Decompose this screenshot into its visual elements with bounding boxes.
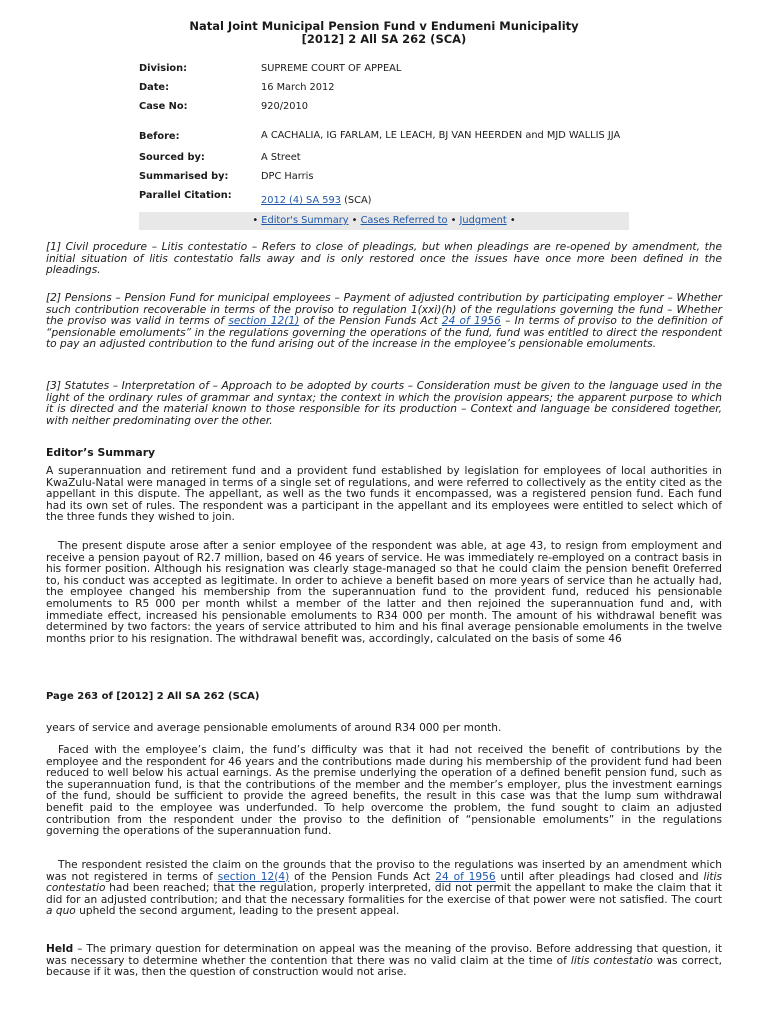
section-nav-bar: • Editor's Summary • Cases Referred to • Judgment • [139,212,629,230]
summary-paragraph-3: years of service and average pensionable emoluments of around R34 000 per month. [46,722,502,734]
headnote-3: [3] Statutes – Interpretation of – Approach to be adopted by courts – Consideration must be given to the language used in the light of the ordinary rules of grammar and syntax; the context in which the provision appears; the apparent purpose to which it is directed and the material known to those responsible for its production – Context and language be considered together, with neither predominating over the other. [46,380,722,427]
nav-judgment-link[interactable]: Judgment [459,215,507,226]
meta-case-no: Case No: 920/2010 [139,101,308,112]
meta-parallel-citation: Parallel Citation: 2012 (4) SA 593 (SCA) [139,190,372,206]
case-metadata [139,63,659,209]
section-12-1-link[interactable]: section 12(1) [228,315,300,328]
case-title: Natal Joint Municipal Pension Fund v Endumeni Municipality [189,19,579,33]
summary-paragraph-2: The present dispute arose after a senior employee of the respondent was able, at age 43, to resign from employment and receive a pension payout of R2.7 million, based on 46 years of service. He was immediately re-employed on a contract basis in his former position. Although his resignation was clearly stage-managed so that he could claim the pension benefit 0referred to, his conduct was accepted as legitimate. In order to achieve a benefit based on more years of service than he actually had, the employee changed his membership from the superannuation fund to the provident fund, reduced his pensionable emoluments to R5 000 per month whilst a member of the latter and then rejoined the superannuation fund and, with immediate effect, increased his pensionable emoluments to R34 000 per month. The amount of his withdrawal benefit was determined by two factors: the years of service attributed to him and his final average pensionable emoluments in the twelve months prior to his resignation. The withdrawal benefit was, accordingly, calculated on the basis of some 46 [46,540,722,645]
case-citation: [2012] 2 All SA 262 (SCA) [301,32,467,46]
act-24-of-1956-link-2[interactable]: 24 of 1956 [435,870,496,883]
headnote-2: [2] Pensions – Pension Fund for municipal employees – Payment of adjusted contribution by participating employer – Whether such contribution recoverable in terms of the proviso to regulation 1(xxi)(h) of the regulations governing the fund – Whether the proviso was valid in terms of section 12(1) of the Pension Funds Act 24 of 1956 – In terms of proviso to the definition of “pensionable emoluments” in the regulations governing the operations of the fund, fund was entitled to direct the respondent to pay an adjusted contribution to the fund arising out of the increase in the employee’s pensionable emoluments. [46,292,722,351]
meta-before: Before: A CACHALIA, IG FARLAM, LE LEACH, BJ VAN HEERDEN and MJD WALLIS JJA [139,130,621,142]
nav-cases-referred-link[interactable]: Cases Referred to [360,215,448,226]
nav-editors-summary-link[interactable]: Editor's Summary [261,215,349,226]
editors-summary-heading: Editor’s Summary [46,446,156,459]
held-paragraph: Held – The primary question for determination on appeal was the meaning of the proviso. Before addressing that question, it was necessary to determine whether the contention that there was no valid claim at the time of litis contestatio was correct, because if it was, then the question of construction would not arise. [46,943,722,979]
page-marker: Page 263 of [2012] 2 All SA 262 (SCA) [46,691,260,702]
meta-summarised-by: Summarised by: DPC Harris [139,171,314,182]
act-24-of-1956-link[interactable]: 24 of 1956 [441,315,501,328]
summary-paragraph-5: The respondent resisted the claim on the grounds that the proviso to the regulations was inserted by an amendment which was not registered in terms of section 12(4) of the Pension Funds Act 24 of 1956 until after pleadings had closed and litis contestatio had been reached; that the regulation, properly interpreted, did not permit the appellant to make the claim that it did for an adjusted contribution; and that the necessary formalities for the exercise of that power were not satisfied. The court a quo upheld the second argument, leading to the present appeal. [46,859,723,918]
headnote-1: [1] Civil procedure – Litis contestatio – Refers to close of pleadings, but when pleadings are re-opened by amendment, the initial situation of litis contestatio falls away and is only restored once the issues have once more been defined in the pleadings. [46,241,722,277]
meta-date: Date: 16 March 2012 [139,82,335,93]
summary-paragraph-4: Faced with the employee’s claim, the fund’s difficulty was that it had not received the benefit of contributions by the employee and the respondent for 46 years and the contributions made during his membership of the provident fund had been reduced to well below his actual earnings. As the premise underlying the operation of a defined benefit pension fund, such as the superannuation fund, is that the contributions of the member and the member’s employer, plus the investment earnings of the fund, should be sufficient to provide the agreed benefits, the result in this case was that the lump sum withdrawal benefit paid to the employee was underfunded. To help overcome the problem, the fund sought to claim an adjusted contribution from the respondent under the proviso to the definition of “pensionable emoluments” in the regulations governing the operations of the superannuation fund. [46,744,722,838]
meta-division: Division: SUPREME COURT OF APPEAL [139,63,402,74]
meta-sourced-by: Sourced by: A Street [139,152,301,163]
summary-paragraph-1: A superannuation and retirement fund and a provident fund established by legislation for employees of local authorities in KwaZulu-Natal were managed in terms of a single set of regulations, and were referred to collectively as the entity cited as the appellant in this dispute. The appellant, as well as the two funds it encompassed, was a registered pension fund. Each fund had its own set of rules. The respondent was a participant in the appellant and its employees were entitled to select which of the three funds they wished to join. [46,465,722,524]
section-12-4-link[interactable]: section 12(4) [217,870,290,883]
parallel-citation-link[interactable]: 2012 (4) SA 593 [261,195,341,206]
